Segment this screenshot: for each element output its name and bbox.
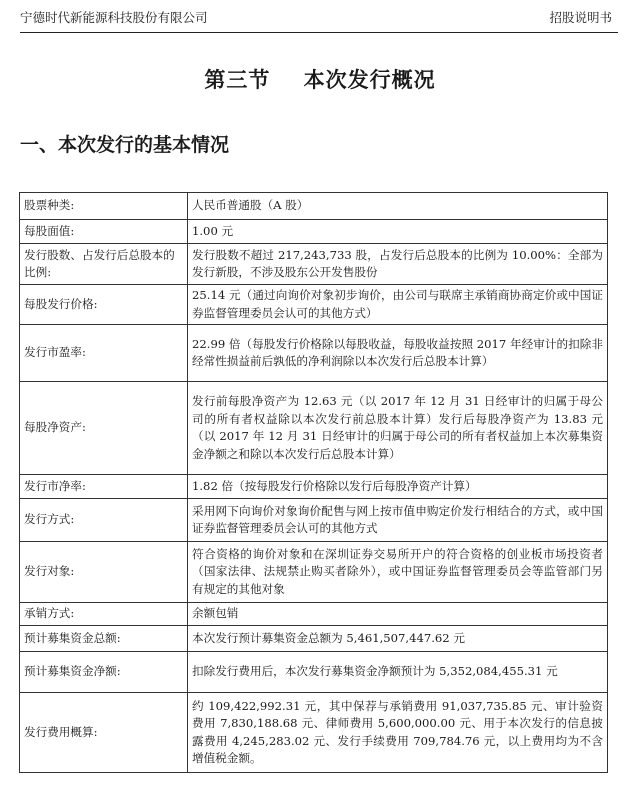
table-row <box>20 382 608 475</box>
row-value: 发行前每股净资产为 12.63 元（以 2017 年 12 月 31 日经审计的归属于母公司的所有者权益除以本次发行前总股本计算）发行后每股净资产为 13.83 元（以 2017 年 12 月 31 日经审计的归属于母公司的所有者权益加上本次募集资金净额之和除以本次发行后总股本计算） <box>188 382 608 475</box>
row-label: 预计募集资金总额: <box>20 626 188 652</box>
table-row <box>20 220 608 244</box>
table-row <box>20 626 608 652</box>
row-value: 1.00 元 <box>188 220 608 244</box>
table-row <box>20 325 608 382</box>
table-row <box>20 499 608 542</box>
row-label: 股票种类: <box>20 193 188 220</box>
row-value: 符合资格的询价对象和在深圳证券交易所开户的符合资格的创业板市场投资者（国家法律、法规禁止购买者除外），或中国证券监督管理委员会等监管部门另有规定的其他对象 <box>188 542 608 603</box>
table-row <box>20 244 608 285</box>
row-value: 扣除发行费用后，本次发行募集资金净额预计为 5,352,084,455.31 元 <box>188 652 608 693</box>
section-title: 第三节 本次发行概况 <box>204 67 436 92</box>
table-row <box>20 193 608 220</box>
row-label: 发行市盈率: <box>20 325 188 382</box>
page-header <box>20 6 618 33</box>
offering-info-table <box>19 192 608 773</box>
row-value: 人民币普通股（A 股） <box>188 193 608 220</box>
table-row <box>20 542 608 603</box>
company-name: 宁德时代新能源科技股份有限公司 <box>20 10 208 25</box>
table-row <box>20 285 608 325</box>
table-row <box>20 603 608 626</box>
row-label: 每股净资产: <box>20 382 188 475</box>
table-row <box>20 652 608 693</box>
row-label: 每股面值: <box>20 220 188 244</box>
table-row <box>20 475 608 499</box>
row-value: 采用网下向询价对象询价配售与网上按市值申购定价发行相结合的方式，或中国证券监督管理委员会认可的其他方式 <box>188 499 608 542</box>
row-label: 发行股数、占发行后总股本的比例: <box>20 244 188 285</box>
document-type: 招股说明书 <box>549 10 612 25</box>
row-label: 每股发行价格: <box>20 285 188 325</box>
row-label: 发行方式: <box>20 499 188 542</box>
row-label: 承销方式: <box>20 603 188 626</box>
row-value: 25.14 元（通过向询价对象初步询价，由公司与联席主承销商协商定价或中国证券监督管理委员会认可的其他方式） <box>188 285 608 325</box>
row-value: 22.99 倍（每股发行价格除以每股收益，每股收益按照 2017 年经审计的扣除非经常性损益前后孰低的净利润除以本次发行后总股本计算） <box>188 325 608 382</box>
row-label: 发行市净率: <box>20 475 188 499</box>
row-label: 预计募集资金净额: <box>20 652 188 693</box>
row-value: 1.82 倍（按每股发行价格除以发行后每股净资产计算） <box>188 475 608 499</box>
row-value: 本次发行预计募集资金总额为 5,461,507,447.62 元 <box>188 626 608 652</box>
row-value: 余额包销 <box>188 603 608 626</box>
row-label: 发行对象: <box>20 542 188 603</box>
row-label: 发行费用概算: <box>20 693 188 773</box>
table-row <box>20 693 608 773</box>
row-value: 发行股数不超过 217,243,733 股，占发行后总股本的比例为 10.00%：全部为发行新股，不涉及股东公开发售股份 <box>188 244 608 285</box>
row-value: 约 109,422,992.31 元，其中保荐与承销费用 91,037,735.85 元、审计验资费用 7,830,188.68 元、律师费用 5,600,000.00 元、用于本次发行的信息披露费用 4,245,283.02 元、发行手续费用 709,784.76 元，以上费用均为不含增值税金额。 <box>188 693 608 773</box>
subsection-title: 一、本次发行的基本情况 <box>20 134 230 156</box>
